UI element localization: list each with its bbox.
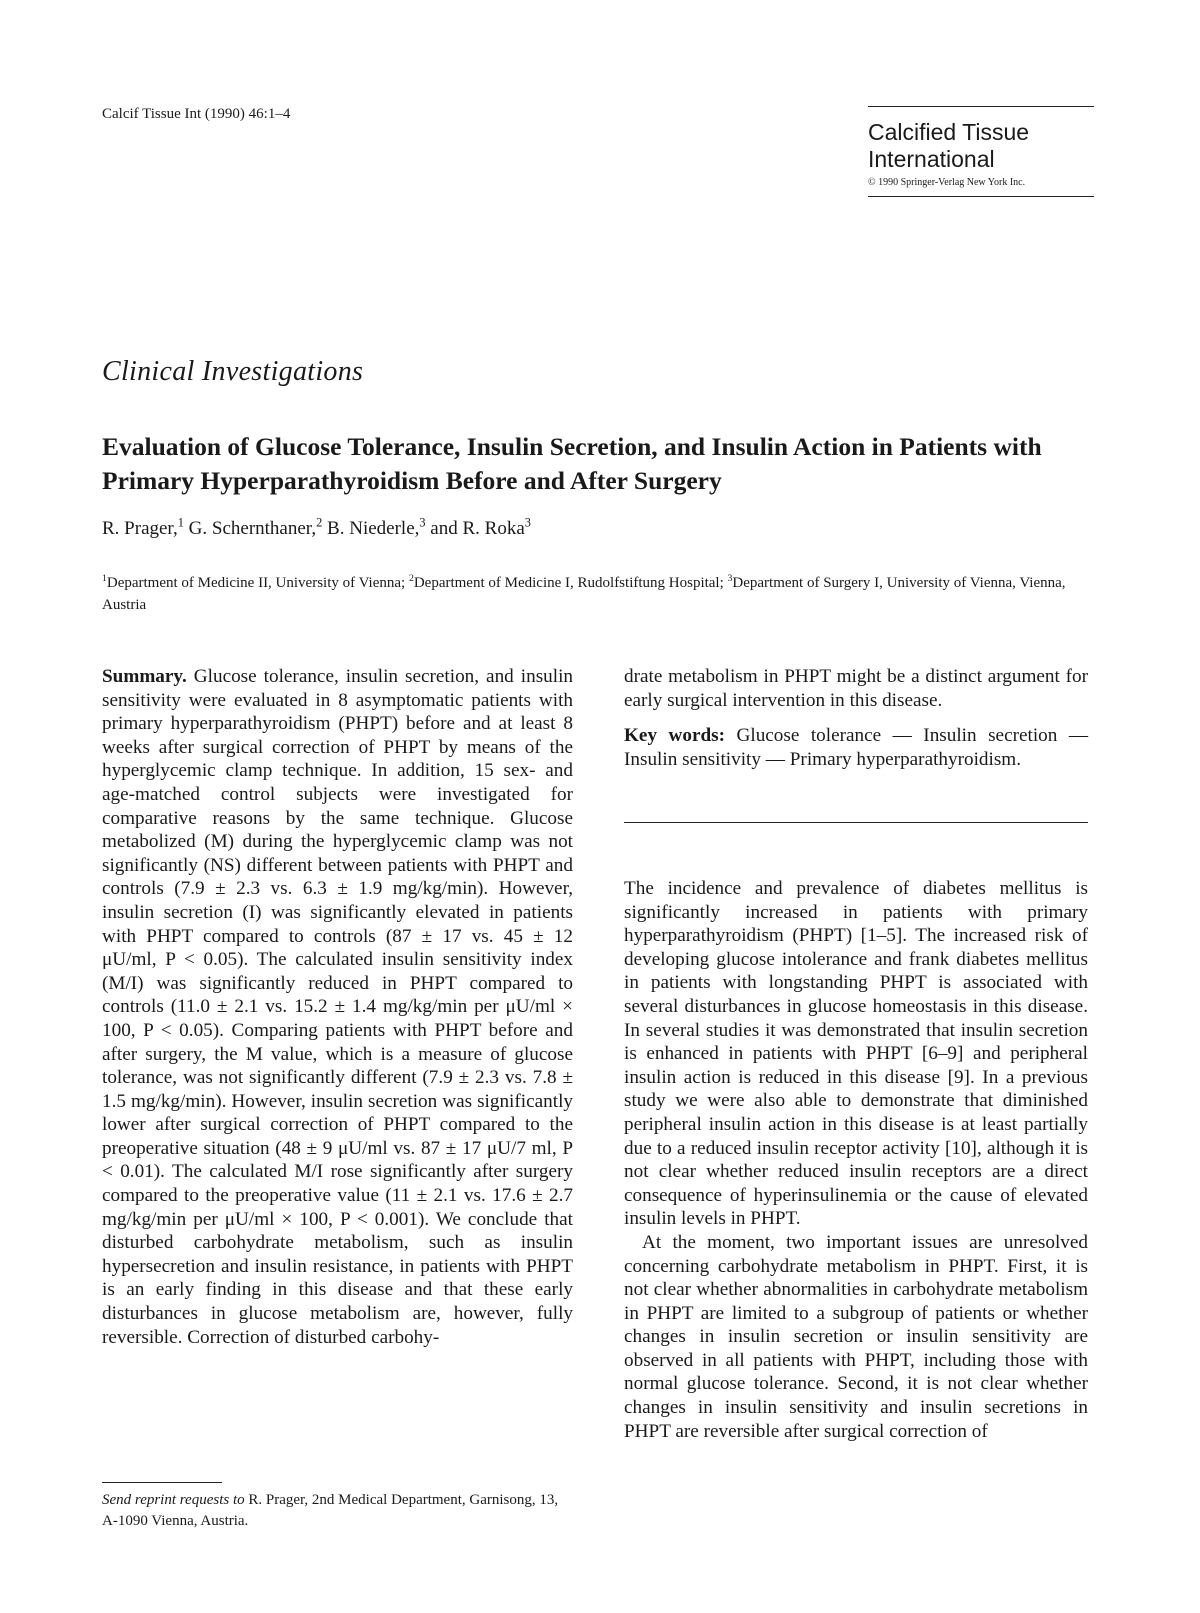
journal-citation: Calcif Tissue Int (1990) 46:1–4 <box>102 106 291 122</box>
section-heading: Clinical Investigations <box>102 356 364 387</box>
footnote-text: R. Prager, 2nd Medical Department, Garnisong, 13, A-1090 Vienna, Austria. <box>102 1492 559 1529</box>
intro-paragraph: At the moment, two important issues are unresolved concerning carbohydrate metabolism in PHPT. First, it is not clear whether abnormalities in carbohydrate metabolism in PHPT are limited to a subgroup of patients or whether changes in insulin secretion or insulin sensitivity are observed in all patients with PHPT, including those with normal glucose tolerance. Second, it is not clear whether changes in insulin sensitivity and insulin secretions in PHPT are reversible after surgical correction of <box>624 1231 1088 1442</box>
summary-text: Glucose tolerance, insulin secretion, and insulin sensitivity were evaluated in 8 asymptomatic patients with primary hyperparathyroidism (PHPT) before and at least 8 weeks after surgical correction of PHPT by means of the hyperglycemic clamp technique. In addition, 15 sex- and age-matched control subjects were investigated for comparative reasons by the same technique. Glucose metabolized (M) during the hyperglycemic clamp was not significantly (NS) different between patients with PHPT and controls (7.9 ± 2.3 vs. 6.3 ± 1.9 mg/kg/min). However, insulin secretion (I) was significantly elevated in patients with PHPT compared to controls (87 ± 17 vs. 45 ± 12 μU/ml, P < 0.05). The calculated insulin sensitivity index (M/I) was significantly reduced in PHPT compared to controls (11.0 ± 2.1 vs. 15.2 ± 1.4 mg/kg/min per μU/ml × 100, P < 0.05). Comparing patients with PHPT before and after surgery, the M value, which is a measure of glucose tolerance, was not significantly different (7.9 ± 2.3 vs. 7.8 ± 1.5 mg/kg/min). However, insulin secretion was significantly lower after surgical correction of PHPT compared to the preoperative situation (48 ± 9 μU/ml vs. 87 ± 17 μU/7 ml, P < 0.01). The calculated M/I rose significantly after surgery compared to the preoperative value (11 ± 2.1 vs. 17.6 ± 2.7 mg/kg/min per μU/ml × 100, P < 0.001). We conclude that disturbed carbohydrate metabolism, such as insulin hypersecretion and insulin resistance, in patients with PHPT is an early finding in this disease and that these early disturbances in glucose metabolism are, however, fully reversible. Correction of disturbed carbohy- <box>102 666 574 1348</box>
footnote <box>102 1490 573 1532</box>
affiliation-number: 2 <box>408 573 414 584</box>
summary-continuation: drate metabolism in PHPT might be a distinct argument for early surgical intervention in this disease. <box>624 666 1088 711</box>
author-affiliation-mark: 2 <box>316 515 323 530</box>
affiliation-number: 1 <box>102 573 107 584</box>
author-name: B. Niederle, <box>327 518 420 539</box>
author-name: and R. Roka <box>430 518 525 539</box>
affiliation-text: Department of Medicine I, Rudolfstiftung Hospital; <box>413 575 728 591</box>
masthead-bottom-rule <box>868 196 1094 197</box>
masthead-top-rule <box>868 106 1094 107</box>
footnote-label: Send reprint requests to <box>102 1492 245 1508</box>
author-affiliation-mark: 3 <box>524 515 531 530</box>
summary-label: Summary. <box>102 666 187 687</box>
affiliation-text: Department of Medicine II, University of Vienna; <box>106 575 409 591</box>
author-affiliation-mark: 3 <box>419 515 426 530</box>
intro-paragraph: The incidence and prevalence of diabetes mellitus is significantly increased in patients with primary hyperparathyroidism (PHPT) [1–5]. The increased risk of developing glucose intolerance and frank diabetes mellitus in patients with longstanding PHPT is associated with several disturbances in glucose homeostasis in this disease. In several studies it was demonstrated that insulin secretion is enhanced in patients with PHPT [6–9] and peripheral insulin action is reduced in this disease [9]. In a previous study we were also able to demonstrate that diminished peripheral insulin action in this disease is at least partially due to a reduced insulin receptor activity [10], although it is not clear whether reduced insulin receptors are a direct consequence of hyperinsulinemia or the cause of elevated insulin levels in PHPT. <box>624 878 1088 1230</box>
keywords-text: Glucose tolerance — Insulin secretion — Insulin sensitivity — Primary hyperparathyroidism. <box>624 725 1089 770</box>
author-name: R. Prager, <box>102 518 178 539</box>
article-title: Evaluation of Glucose Tolerance, Insulin Secretion, and Insulin Action in Patients with Primary Hyperparathyroidism Before and After Surgery <box>102 432 1042 495</box>
affiliation-number: 3 <box>727 573 733 584</box>
footnote-rule <box>102 1482 222 1483</box>
author-list <box>102 515 531 540</box>
journal-masthead <box>868 106 1094 197</box>
affiliation-text: Department of Surgery I, University of Vienna, Vienna, Austria <box>102 575 1066 613</box>
journal-name: Calcified Tissue International <box>868 119 1030 172</box>
summary-paragraph <box>102 665 573 1349</box>
section-divider <box>624 822 1088 823</box>
journal-copyright: © 1990 Springer-Verlag New York Inc. <box>868 177 1026 188</box>
keywords-label: Key words: <box>624 725 726 747</box>
author-affiliation-mark: 1 <box>177 515 184 530</box>
introduction <box>624 877 1088 1443</box>
keywords <box>624 724 1088 771</box>
author-name: G. Schernthaner, <box>188 518 317 539</box>
affiliations <box>102 572 1102 616</box>
summary-continuation-block <box>624 665 1088 771</box>
